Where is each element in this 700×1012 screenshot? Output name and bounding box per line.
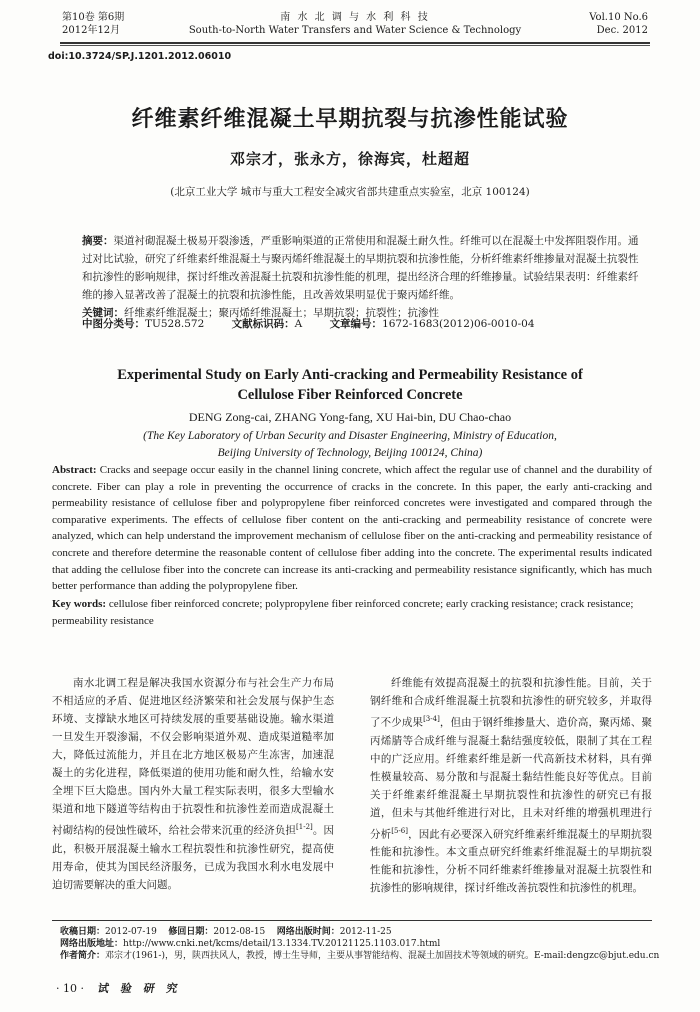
article-no-value: 1672-1683(2012)06-0010-04 — [382, 318, 535, 330]
body-paragraph — [370, 674, 652, 897]
volume-issue-cn: 第10卷 第6期 — [62, 12, 125, 23]
date-en: Dec. 2012 — [596, 25, 648, 36]
doi: doi:10.3724/SP.J.1201.2012.06010 — [48, 51, 232, 62]
title-en-line2: Cellulose Fiber Reinforced Concrete — [237, 387, 463, 403]
footnote-url — [60, 938, 660, 950]
footnote-rule — [52, 920, 652, 921]
revised-date: 2012-08-15 — [213, 927, 266, 937]
section-logo: 试 验 研 究 — [96, 982, 183, 995]
authors-en: DENG Zong-cai, ZHANG Yong-fang, XU Hai-bin, DU Chao-chao — [188, 410, 512, 424]
classification-line — [82, 316, 662, 331]
body-column-left — [52, 674, 334, 894]
body-paragraph — [52, 674, 334, 894]
affiliation-en — [0, 428, 700, 462]
header-rule — [60, 42, 650, 44]
url-label: 网络出版地址： — [60, 939, 124, 949]
online-url[interactable]: http://www.cnki.net/kcms/detail/13.1334.TV.20121125.1103.017.html — [123, 939, 441, 949]
title-en — [0, 365, 700, 405]
author-bio-label: 作者简介： — [60, 951, 106, 961]
journal-name-en: South-to-North Water Transfers and Water Science & Technology — [188, 25, 522, 36]
keywords-cn: 纤维素纤维混凝土；聚丙烯纤维混凝土；早期抗裂；抗裂性；抗渗性 — [124, 307, 439, 319]
revised-label: 修回日期： — [168, 927, 214, 937]
citation: [5-6] — [391, 826, 408, 835]
body-column-right — [370, 674, 652, 897]
keywords-en-label: Key words: — [52, 598, 107, 610]
doc-code-value: A — [294, 318, 303, 330]
citation: [1-2] — [296, 823, 313, 831]
clc-label: 中图分类号： — [82, 318, 145, 330]
footnote-author — [60, 950, 660, 962]
keywords-cn-label: 关键词： — [82, 307, 124, 319]
affiliation-en-line2: Beijing University of Technology, Beijing 100124, China) — [217, 447, 483, 459]
date-cn: 2012年12月 — [62, 25, 121, 36]
header-right — [589, 11, 648, 37]
title-en-line1: Experimental Study on Early Anti-cracking and Permeability Resistance of — [117, 367, 583, 383]
affiliation-cn: (北京工业大学 城市与重大工程安全减灾省部共建重点实验室，北京 100124) — [170, 186, 530, 198]
citation: [3-4] — [423, 715, 440, 723]
footnote-dates — [60, 926, 660, 938]
authors-cn: 邓宗才，张永方，徐海宾，杜超超 — [229, 150, 470, 168]
author-bio: 邓宗才(1961-)，男，陕西扶风人，教授，博士生导师，主要从事智能结构、混凝土加固技术等领域的研究。E-mail:dengzc@bjut.edu.cn — [105, 951, 660, 961]
article-no-label: 文章编号： — [329, 318, 383, 330]
abstract-en-text: Cracks and seepage occur easily in the channel lining concrete, which affect the regular use of channel and the durability of concrete. Fiber can play a role in preventing the occurrence of cracks in the concrete. In this paper, the early anti-cracking and permeability resistance of cellulose fiber and polypropylene fiber reinforced concretes were investigated and compared through the comparative experiments. The effects of cellulose fiber content on the anti-cracking and permeability resistance of concrete were analyzed, which can help understand the improvement mechanism of cellulose fiber on the anti-cracking and permeability resistance of concrete and therefore determine the reasonable content of cellulose fiber adding into the concrete. The experimental results indicated that adding the cellulose fiber into the concrete can increase its anti-cracking and permeability resistance significantly, which has much better performance than adding the polypropylene fiber. — [52, 464, 652, 593]
online-date: 2012-11-25 — [339, 927, 392, 937]
page-footer — [56, 980, 181, 996]
header-rule-thin — [60, 45, 650, 46]
doc-code-label: 文献标识码： — [231, 318, 295, 330]
header-center — [62, 11, 648, 37]
title-cn: 纤维素纤维混凝土早期抗裂与抗渗性能试验 — [131, 107, 569, 132]
body-text: 。因此，积极开展混凝土输水工程抗裂性和抗渗性研究，提高使用寿命，使其为国民经济服务，已成为我国水利水电发展中迫切需要解决的重大问题。 — [52, 824, 335, 891]
body-text: 纤维能有效提高混凝土的抗裂和抗渗性能。目前，关于钢纤维和合成纤维混凝土抗裂和抗渗性的研究较多，并取得了不少成果 — [370, 677, 652, 729]
body-text: 南水北调工程是解决我国水资源分布与社会生产力布局不相适应的矛盾、促进地区经济繁荣和社会发展与保护生态环境、支撑缺水地区可持续发展的重要基础设施。输水渠道一旦发生开裂渗漏，不仅会影响渠道外观、造成渠道糙率加大，降低过流能力，并且在北方地区极易产生冻害，加速混凝土的劣化进程，降低渠道的使用功能和耐久性，给输水安全埋下巨大隐患。国内外大量工程实际表明，很多大型输水渠道和地下隧道等结构由于抗裂性和抗渗性差而造成混凝土衬砌结构的侵蚀性破坏，给社会带来沉重的经济负担 — [52, 677, 334, 837]
received-date: 2012-07-19 — [105, 927, 157, 937]
body-text: ，因此有必要深入研究纤维素纤维混凝土的早期抗裂性能和抗渗性。本文重点研究纤维素纤维混凝土的早期抗裂性能和抗渗性，分析不同纤维素纤维掺量对混凝土抗裂性和抗渗性的影响规律，探讨纤维改善抗裂性和抗渗性的机理。 — [370, 828, 653, 894]
received-label: 收稿日期： — [60, 927, 106, 937]
abstract-en — [52, 462, 652, 595]
running-header — [62, 11, 648, 41]
clc-value: TU528.572 — [145, 318, 205, 330]
abstract-en-label: Abstract: — [52, 464, 97, 476]
abstract-cn — [82, 232, 642, 322]
journal-name-cn: 南 水 北 调 与 水 利 科 技 — [280, 12, 430, 23]
page-number: · 10 · — [56, 981, 84, 995]
affiliation-en-line1: (The Key Laboratory of Urban Security and Disaster Engineering, Ministry of Education, — [143, 430, 557, 442]
keywords-en-block — [52, 596, 652, 629]
online-label: 网络出版时间： — [276, 927, 340, 937]
body-text: ，但由于钢纤维掺量大、造价高，聚丙烯、聚丙烯腈等合成纤维与混凝土黏结强度较低，限制了其在工程中的广泛应用。纤维素纤维是新一代高新技术材料，具有弹性模量较高、易分散和与混凝土黏结性能良好等优点。目前关于纤维素纤维混凝土早期抗裂性和抗渗性的研究已有报道，但未与其他纤维进行对比，且未对纤维的增强机理进行分析 — [370, 716, 653, 840]
abstract-cn-label: 摘要： — [82, 235, 114, 247]
volume-issue-en: Vol.10 No.6 — [589, 12, 648, 23]
keywords-en: cellulose fiber reinforced concrete; polypropylene fiber reinforced concrete; early cracking resistance; crack resistance; permeability resistance — [52, 598, 634, 627]
abstract-cn-text: 渠道衬砌混凝土极易开裂渗透，严重影响渠道的正常使用和混凝土耐久性。纤维可以在混凝土中发挥阻裂作用。通过对比试验，研究了纤维素纤维混凝土与聚丙烯纤维混凝土的早期抗裂和抗渗性能，分析纤维素纤维掺量对混凝土抗裂性和抗渗性的影响规律，探讨纤维改善混凝土抗裂和抗渗性能的机理，提出经济合理的纤维掺量。试验结果表明：纤维素纤维的掺入显著改善了混凝土的抗裂和抗渗性能，且改善效果明显优于聚丙烯纤维。 — [82, 235, 639, 301]
